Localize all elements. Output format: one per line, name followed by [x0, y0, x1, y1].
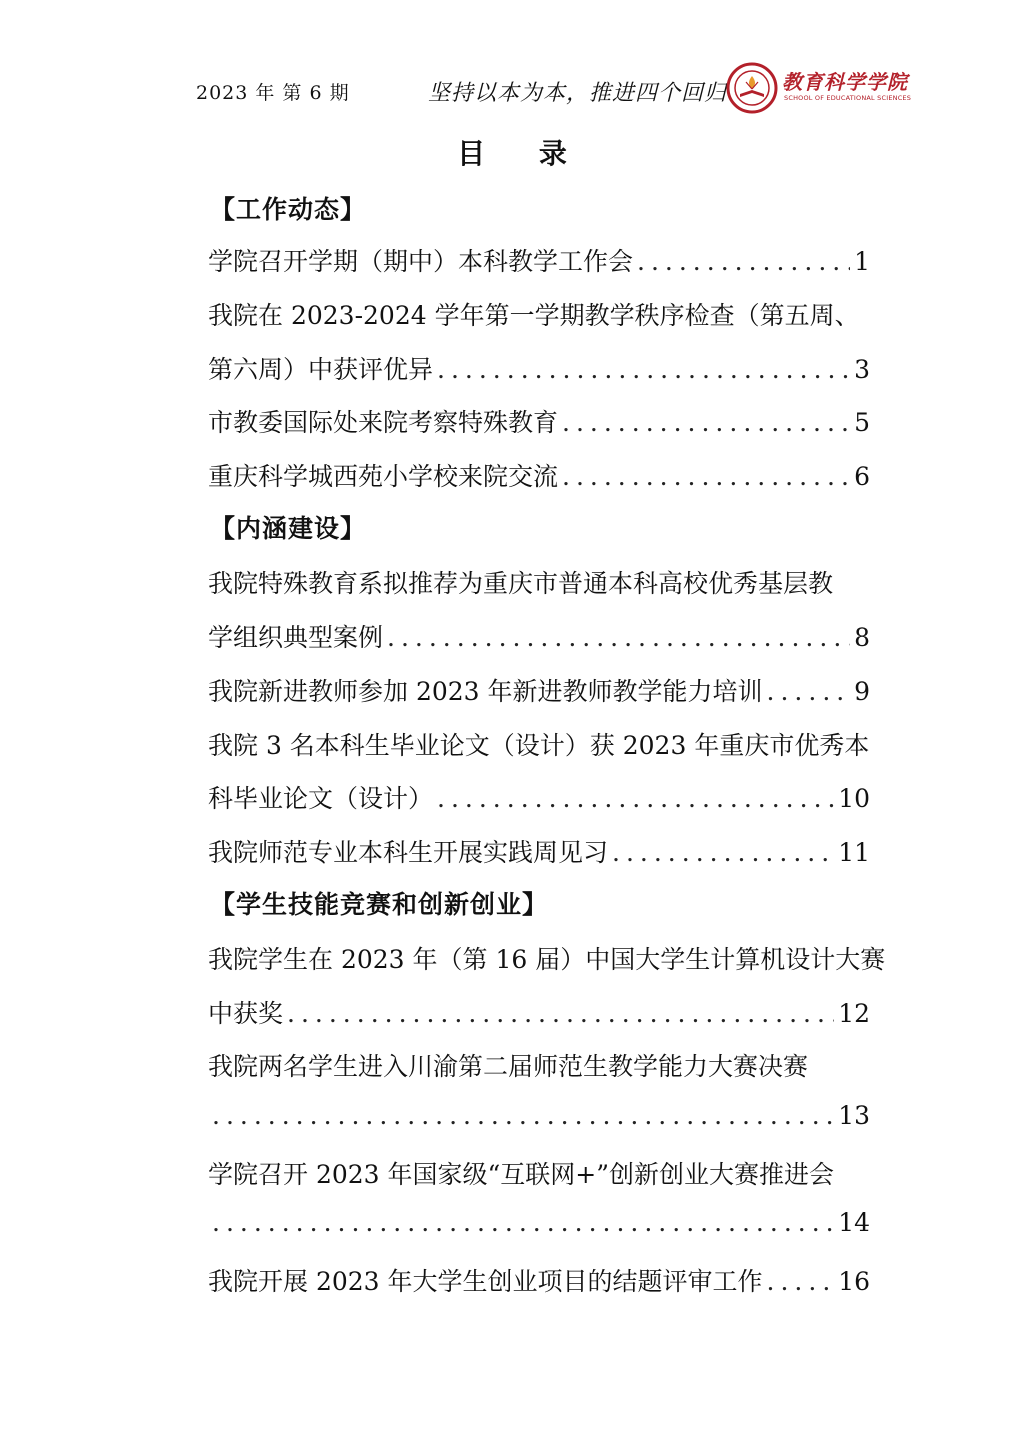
- toc-entry-title: 我院开展 2023 年大学生创业项目的结题评审工作: [208, 1267, 763, 1296]
- toc-entry[interactable]: [208, 564, 870, 600]
- toc-entry-title: 科毕业论文（设计）: [208, 784, 434, 813]
- toc-entry[interactable]: [208, 1208, 870, 1244]
- toc-entry-title: 中获奖: [208, 999, 284, 1028]
- toc-entry[interactable]: [208, 242, 870, 278]
- toc-entry-page: 16: [838, 1267, 870, 1296]
- dot-leader: [562, 408, 850, 437]
- toc-entry[interactable]: [208, 672, 870, 708]
- toc-entry-title: 市教委国际处来院考察特殊教育: [208, 408, 559, 437]
- toc-entry-title: 第六周）中获评优异: [208, 355, 434, 384]
- section-heading: 【学生技能竞赛和创新创业】: [210, 890, 549, 919]
- dot-leader: [767, 1267, 835, 1296]
- toc-entry[interactable]: [208, 1155, 870, 1191]
- toc-entry-title: 我院两名学生进入川渝第二届师范生教学能力大赛决赛: [208, 1052, 809, 1081]
- header-motto: 坚持以本为本，推进四个回归: [428, 81, 728, 106]
- dot-leader: [212, 1208, 834, 1237]
- toc-entry[interactable]: [208, 726, 870, 762]
- page-header: [0, 60, 1024, 120]
- toc-entry[interactable]: [208, 1047, 870, 1083]
- toc-entry-page: 5: [854, 408, 870, 437]
- toc-entry-page: 6: [854, 462, 870, 491]
- dot-leader: [437, 355, 850, 384]
- school-seal-icon: [726, 62, 778, 114]
- toc-entry-page: 10: [838, 784, 870, 813]
- toc-entry[interactable]: [208, 1262, 870, 1298]
- toc-entry-title: 重庆科学城西苑小学校来院交流: [208, 462, 559, 491]
- dot-leader: [212, 1101, 834, 1130]
- dot-leader: [767, 677, 851, 706]
- toc-entry-title: 我院新进教师参加 2023 年新进教师教学能力培训: [208, 677, 763, 706]
- issue-number: 2023 年 第 6 期: [196, 82, 350, 104]
- section-heading: 【工作动态】: [210, 195, 367, 224]
- toc-entry[interactable]: [208, 994, 870, 1030]
- toc-entry-title: 我院特殊教育系拟推荐为重庆市普通本科高校优秀基层教: [208, 569, 834, 598]
- toc-entry-page: 9: [854, 677, 870, 706]
- toc-title: 目 录: [457, 137, 589, 170]
- dot-leader: [437, 784, 834, 813]
- toc-entry[interactable]: [208, 618, 870, 654]
- toc-entry[interactable]: [208, 457, 870, 493]
- toc-entry-title: 我院师范专业本科生开展实践周见习: [208, 838, 609, 867]
- toc-entry-title: 我院 3 名本科生毕业论文（设计）获 2023 年重庆市优秀本: [208, 731, 870, 760]
- toc-entry-title: 我院学生在 2023 年（第 16 届）中国大学生计算机设计大赛: [208, 945, 886, 974]
- toc-entry[interactable]: [208, 350, 870, 386]
- logo-name: 教育科学学院: [782, 70, 908, 94]
- toc-entry-title: 我院在 2023-2024 学年第一学期教学秩序检查（第五周、: [208, 301, 860, 330]
- dot-leader: [612, 838, 834, 867]
- toc-entry-page: 14: [838, 1208, 870, 1237]
- toc-entry-page: 1: [854, 247, 870, 276]
- toc-entry-page: 8: [854, 623, 870, 652]
- dot-leader: [287, 999, 834, 1028]
- toc-entry-page: 3: [854, 355, 870, 384]
- school-logo: [726, 62, 912, 116]
- toc-entry-title: 学院召开 2023 年国家级“互联网+”创新创业大赛推进会: [208, 1160, 835, 1189]
- toc-entry-title: 学组织典型案例: [208, 623, 384, 652]
- toc-entry[interactable]: [208, 940, 886, 976]
- toc-entry[interactable]: [208, 403, 870, 439]
- toc-entry-page: 13: [838, 1101, 870, 1130]
- toc-entry[interactable]: [208, 833, 870, 869]
- toc-entry-title: 学院召开学期（期中）本科教学工作会: [208, 247, 634, 276]
- logo-english-name: SCHOOL OF EDUCATIONAL SCIENCES: [784, 94, 912, 102]
- dot-leader: [562, 462, 850, 491]
- toc-entry-page: 11: [838, 838, 870, 867]
- toc-entry-page: 12: [838, 999, 870, 1028]
- toc-entry[interactable]: [208, 296, 870, 332]
- toc-entry[interactable]: [208, 1101, 870, 1137]
- dot-leader: [387, 623, 850, 652]
- dot-leader: [637, 247, 850, 276]
- section-heading: 【内涵建设】: [210, 514, 367, 543]
- toc-entry[interactable]: [208, 779, 870, 815]
